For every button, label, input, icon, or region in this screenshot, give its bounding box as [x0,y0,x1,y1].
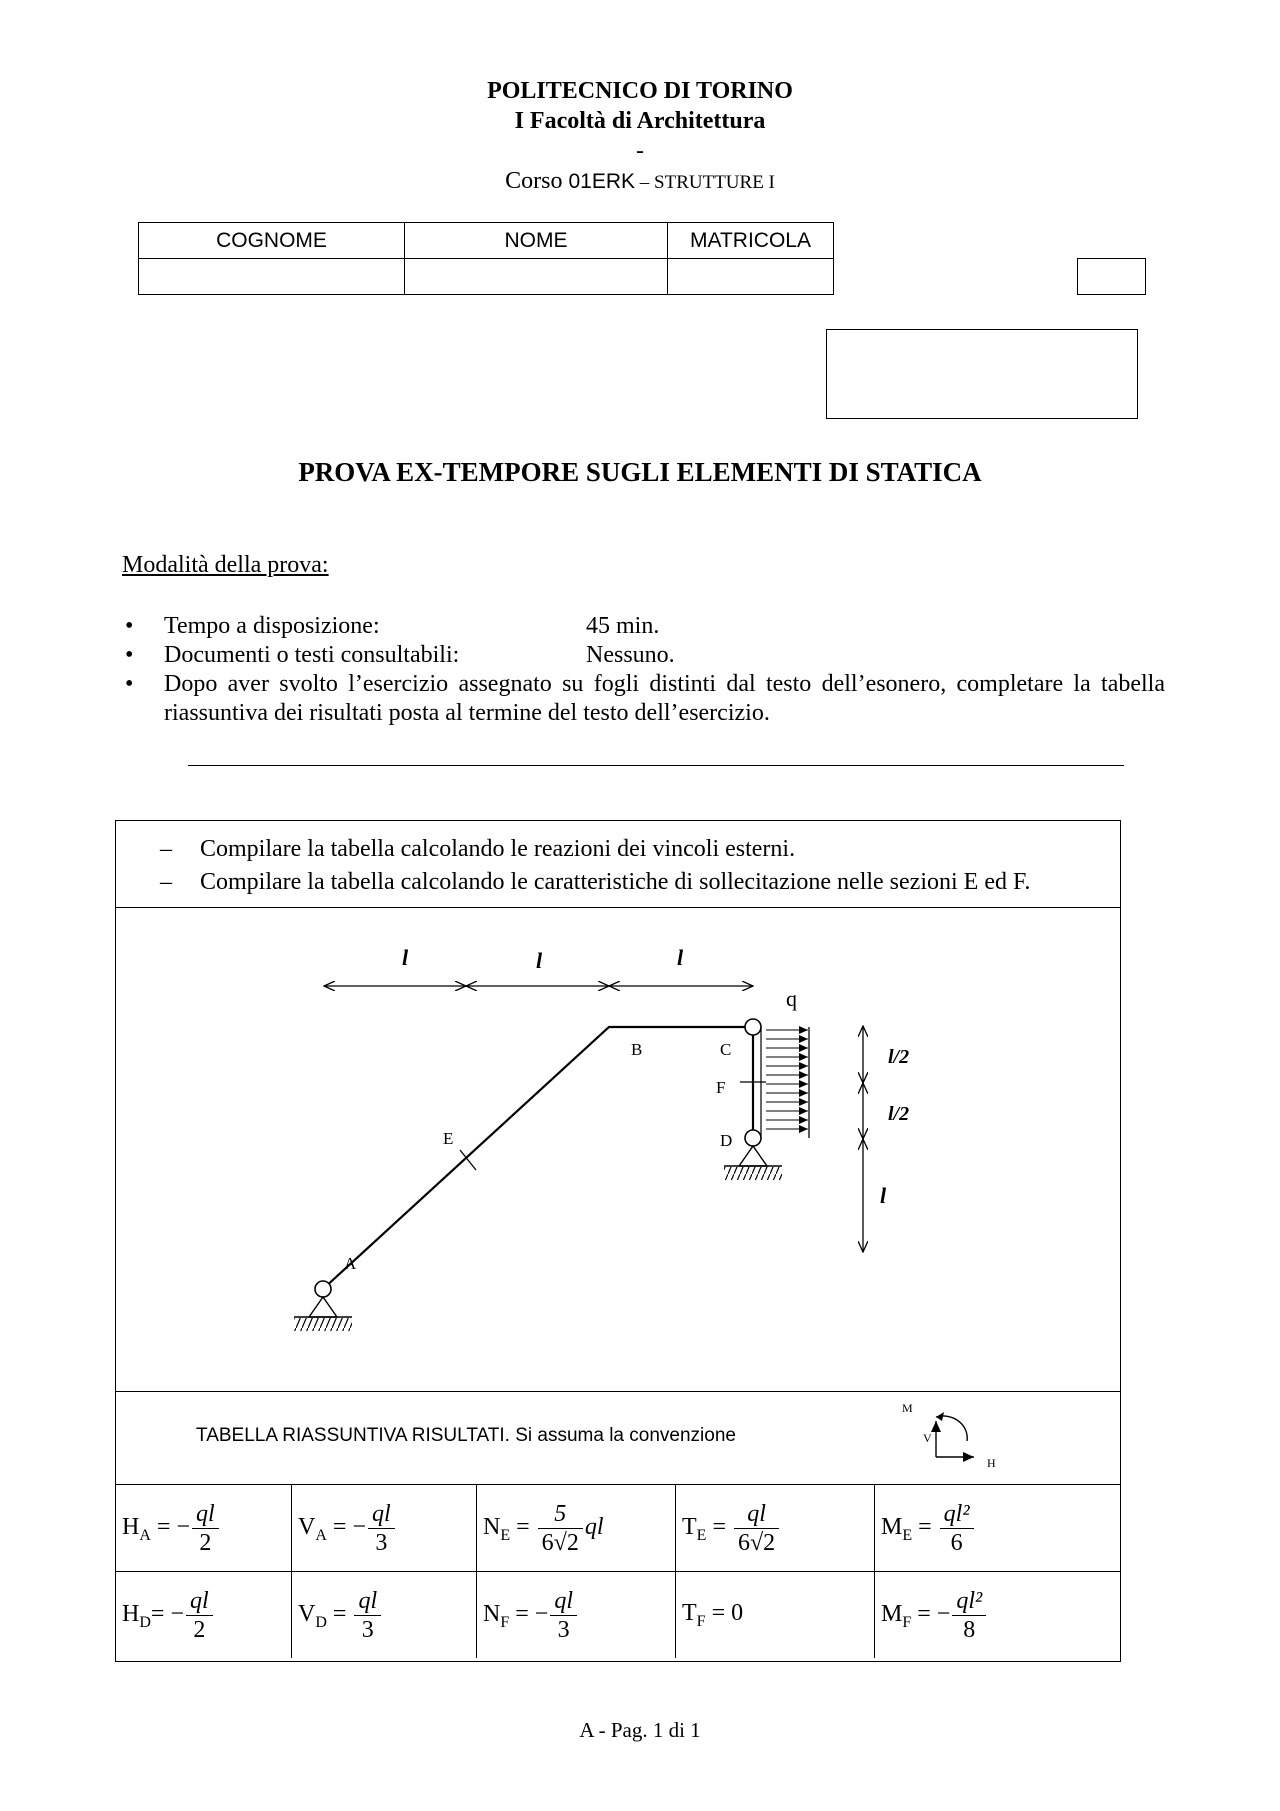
result-fraction [952,1587,986,1644]
point-label-d: D [720,1131,733,1150]
header-separator: - [636,138,644,164]
height-label-2: l/2 [888,1103,910,1125]
distributed-load [766,986,809,1138]
student-info-table [138,222,834,295]
result-subscript: E [902,1526,913,1544]
result-symbol: H [122,1513,140,1540]
result-equals: = [510,1513,536,1540]
frame-member-ab-bc [323,1027,753,1289]
item-value: 45 min. [586,613,660,639]
item-label: Documenti o testi consultabili: [164,642,460,668]
result-cell [682,1599,744,1630]
fraction-denominator: 3 [361,1616,374,1643]
result-fraction [192,1500,219,1557]
course-name: – STRUTTURE I [635,172,775,193]
point-label-f: F [716,1078,726,1097]
exercise-frame [115,820,1121,1662]
convention-h-label: H [987,1456,996,1469]
support-a [294,1297,352,1331]
result-fraction [734,1500,779,1557]
fraction-numerator: 5 [538,1500,583,1529]
fraction-denominator: 6√2 [738,1529,776,1556]
result-sign: − [936,1600,951,1627]
hinge-a [315,1281,331,1297]
convention-v-label: V [923,1431,932,1445]
exam-title: PROVA EX-TEMPORE SUGLI ELEMENTI DI STATICA [298,457,982,487]
result-symbol: T [682,1513,697,1540]
result-sign: − [534,1600,549,1627]
table-row [116,1572,1120,1659]
fraction-denominator: 6 [950,1529,963,1556]
fraction-numerator: ql [734,1500,779,1529]
page-footer: A - Pag. 1 di 1 [579,1718,701,1742]
column-header-matricola: MATRICOLA [668,223,834,259]
height-label-3: l [880,1183,887,1208]
instruction-text: Compilare la tabella calcolando le caratteristiche di sollecitazione nelle sezioni E ed F. [200,869,1031,895]
span-label-3: l [677,945,684,970]
results-table [116,1484,1120,1658]
hinge-d [745,1130,761,1146]
summary-caption: TABELLA RIASSUNTIVA RISULTATI. Si assuma la convenzione [196,1425,736,1446]
result-equals: = [912,1513,938,1540]
course-prefix: Corso [505,168,569,194]
convention-m-label: M [902,1401,913,1415]
result-cell [298,1500,397,1556]
result-cell [483,1587,579,1643]
section-divider [188,765,1124,766]
result-subscript: D [139,1613,151,1631]
point-label-c: C [720,1040,732,1059]
course-line [0,166,1280,198]
result-tail: ql [584,1513,604,1540]
result-subscript: F [500,1613,510,1631]
item-value: Nessuno. [586,642,675,668]
matricola-field[interactable] [668,259,834,295]
list-item: • Tempo a disposizione: 45 min. [125,613,660,639]
result-subscript: E [500,1526,511,1544]
result-subscript: F [902,1613,912,1631]
structure-diagram [116,908,1120,1386]
list-item: – Compilare la tabella calcolando le caratteristiche di sollecitazione nelle sezioni E ed F. [160,869,1031,895]
list-item: • Dopo aver svolto l’esercizio assegnato su fogli distinti dal testo dell’esonero, completare la tabella riassuntiva dei risultati posta al termine del testo dell’esercizio. [125,671,1165,726]
result-value: 0 [731,1599,744,1626]
frame-divider [116,1391,1120,1392]
result-sign: − [170,1600,184,1627]
fraction-denominator: 6√2 [541,1529,579,1556]
list-item: • Documenti o testi consultabili: Nessuno. [125,642,675,668]
modalita-list [125,612,1165,728]
result-symbol: N [483,1513,501,1540]
fraction-denominator: 8 [963,1616,976,1643]
result-equals: = [326,1600,353,1627]
result-subscript: F [696,1612,706,1630]
result-symbol: M [881,1513,903,1540]
result-subscript: D [315,1613,327,1631]
result-sign: − [176,1513,190,1540]
fraction-numerator: ql [186,1587,213,1616]
result-cell [122,1500,221,1556]
result-symbol: M [881,1600,903,1627]
result-cell [298,1587,383,1643]
result-equals: = [705,1599,732,1626]
result-fraction [550,1587,577,1644]
height-label-1: l/2 [888,1046,910,1068]
fraction-numerator: ql [550,1587,577,1616]
result-symbol: T [682,1599,697,1626]
result-equals: = [911,1600,937,1627]
span-label-1: l [402,945,409,970]
hinge-c [745,1019,761,1035]
institution-name: POLITECNICO DI TORINO [487,78,793,104]
document-header [0,76,1280,198]
nome-field[interactable] [405,259,668,295]
column-header-nome: NOME [405,223,668,259]
result-subscript: A [139,1526,151,1544]
result-equals: = [706,1513,732,1540]
sign-convention-icon [902,1399,1022,1469]
load-label-q: q [786,986,797,1011]
result-sign: − [352,1513,366,1540]
list-item: – Compilare la tabella calcolando le reazioni dei vincoli esterni. [160,836,796,862]
result-symbol: V [298,1600,316,1627]
fraction-numerator: ql [354,1587,381,1616]
result-cell [881,1500,976,1556]
course-code: 01ERK [568,170,636,193]
small-code-box[interactable] [1077,258,1146,295]
support-d [724,1146,782,1180]
result-fraction [354,1587,381,1644]
result-fraction [368,1500,395,1557]
item-label: Tempo a disposizione: [164,613,380,639]
moment-arrowhead [936,1412,944,1421]
result-cell [483,1500,604,1556]
result-symbol: V [298,1513,316,1540]
result-symbol: N [483,1600,501,1627]
fraction-denominator: 2 [193,1616,206,1643]
grade-box[interactable] [826,329,1138,419]
result-fraction [186,1587,213,1644]
fraction-numerator: ql [368,1500,395,1529]
fraction-denominator: 2 [199,1529,212,1556]
result-equals: = [326,1513,353,1540]
result-fraction [940,1500,974,1557]
fraction-numerator: ql [192,1500,219,1529]
point-label-b: B [631,1040,643,1059]
height-dimension [863,1026,909,1252]
result-subscript: E [696,1526,707,1544]
span-dimension [324,945,753,986]
point-label-a: A [344,1254,357,1273]
fraction-denominator: 3 [557,1616,570,1643]
table-row [116,1485,1120,1572]
column-header-cognome: COGNOME [139,223,405,259]
fraction-numerator: ql² [940,1500,974,1529]
result-cell [881,1587,988,1643]
modalita-heading: Modalità della prova: [122,552,329,578]
result-equals: = [509,1600,535,1627]
faculty-name: I Facoltà di Architettura [514,108,766,134]
span-label-2: l [536,948,543,973]
result-subscript: A [315,1526,327,1544]
instructions-list [160,833,1100,899]
instruction-text: Compilare la tabella calcolando le reazioni dei vincoli esterni. [200,836,796,862]
cognome-field[interactable] [139,259,405,295]
result-equals: = [150,1513,177,1540]
fraction-numerator: ql² [952,1587,986,1616]
item-text: Dopo aver svolto l’esercizio assegnato su fogli distinti dal testo dell’esonero, completare la tabella riassuntiva dei risultati posta al termine del testo dell’esercizio. [164,671,1165,726]
result-fraction [538,1500,583,1557]
result-symbol: H [122,1600,140,1627]
point-label-e: E [443,1129,454,1148]
result-cell [682,1500,781,1556]
result-cell [122,1587,215,1643]
fraction-denominator: 3 [375,1529,388,1556]
result-equals: = [150,1600,171,1627]
